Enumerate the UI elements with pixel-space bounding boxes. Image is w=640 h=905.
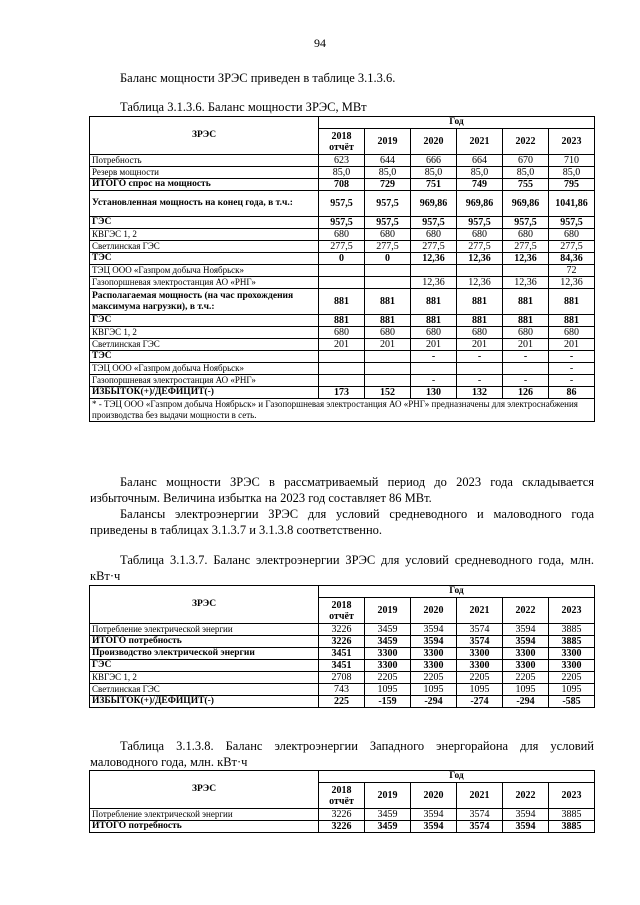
cell-value: 680 [319, 327, 365, 339]
group-header-year: Год [319, 771, 595, 783]
row-label: Производство электрической энергии [90, 648, 319, 660]
table3-caption: Таблица 3.1.3.8. Баланс электроэнергии Западного энергорайона для условий маловодного года, млн. кВт·ч [90, 739, 594, 769]
year-label: 2018 [331, 130, 352, 142]
year-header [411, 129, 457, 155]
cell-value: 969,86 [457, 191, 503, 217]
cell-value: 664 [457, 155, 503, 167]
table-row [90, 277, 595, 289]
year-label: 2020 [423, 790, 444, 801]
col-header-zres: ЗРЭС [90, 117, 319, 155]
year-label: 2022 [515, 605, 536, 616]
cell-value: 201 [319, 339, 365, 351]
year-header [365, 783, 411, 809]
cell-value: 2205 [411, 672, 457, 684]
page-number: 94 [314, 36, 326, 50]
cell-value: 84,36 [549, 253, 595, 265]
table-row [90, 167, 595, 179]
cell-value: - [549, 351, 595, 363]
cell-value [319, 265, 365, 277]
cell-value: -294 [411, 696, 457, 708]
cell-value: 3574 [457, 809, 503, 821]
table1-caption: Таблица 3.1.3.6. Баланс мощности ЗРЭС, МВт [120, 100, 367, 114]
year-label: 2023 [561, 605, 582, 616]
year-label: 2019 [377, 790, 398, 801]
cell-value: 3885 [549, 809, 595, 821]
cell-value: - [549, 363, 595, 375]
cell-value: 126 [503, 387, 549, 399]
cell-value: 12,36 [549, 277, 595, 289]
cell-value: 957,5 [319, 191, 365, 217]
cell-value: 152 [365, 387, 411, 399]
table-row [90, 179, 595, 191]
row-label: ТЭС [90, 351, 319, 363]
year-header [503, 598, 549, 624]
cell-value [319, 375, 365, 387]
table-row [90, 809, 595, 821]
year-label: 2022 [515, 136, 536, 147]
table-row [90, 660, 595, 672]
cell-value: 0 [319, 253, 365, 265]
row-label: Газопоршневая электростанция АО «РНГ» [90, 277, 319, 289]
cell-value: 680 [365, 327, 411, 339]
cell-value: 201 [457, 339, 503, 351]
cell-value: 3300 [411, 660, 457, 672]
cell-value [457, 363, 503, 375]
cell-value: 3594 [411, 636, 457, 648]
cell-value: -274 [457, 696, 503, 708]
year-label: 2020 [423, 136, 444, 147]
row-label: ИТОГО спрос на мощность [90, 179, 319, 191]
table-row [90, 265, 595, 277]
table-row [90, 229, 595, 241]
intro-text: Баланс мощности ЗРЭС приведен в таблице 3.1.3.6. [120, 71, 396, 85]
row-label: ТЭС [90, 253, 319, 265]
year-label: 2023 [561, 790, 582, 801]
cell-value: 3885 [549, 821, 595, 833]
cell-value: 795 [549, 179, 595, 191]
cell-value: 881 [457, 315, 503, 327]
cell-value: 644 [365, 155, 411, 167]
cell-value: 201 [503, 339, 549, 351]
paragraph-2: Балансы электроэнергии ЗРЭС для условий средневодного и маловодного года приведены в таблицах 3.1.3.7 и 3.1.3.8 соответственно. [90, 507, 594, 537]
cell-value: 12,36 [411, 253, 457, 265]
table-3-1-3-8 [89, 770, 595, 833]
year-header [503, 783, 549, 809]
year-header [411, 598, 457, 624]
cell-value: 85,0 [503, 167, 549, 179]
year-label: 2018 [331, 599, 352, 611]
cell-value: 670 [503, 155, 549, 167]
cell-value: 12,36 [411, 277, 457, 289]
cell-value: 173 [319, 387, 365, 399]
cell-value: 3594 [411, 821, 457, 833]
cell-value: 881 [365, 289, 411, 315]
cell-value: 710 [549, 155, 595, 167]
cell-value: 3300 [365, 660, 411, 672]
cell-value: 1095 [365, 684, 411, 696]
year-label: 2019 [377, 605, 398, 616]
table-row [90, 217, 595, 229]
table-row [90, 375, 595, 387]
cell-value: 3451 [319, 648, 365, 660]
cell-value: 3300 [457, 660, 503, 672]
cell-value: 3594 [503, 821, 549, 833]
cell-value: 86 [549, 387, 595, 399]
cell-value: 2708 [319, 672, 365, 684]
row-label: Светлинская ГЭС [90, 684, 319, 696]
row-label: ТЭЦ ООО «Газпром добыча Ноябрьск» [90, 265, 319, 277]
cell-value: 277,5 [457, 241, 503, 253]
year-label: 2021 [469, 605, 490, 616]
year-sublabel: отчёт [329, 795, 354, 807]
cell-value: 957,5 [319, 217, 365, 229]
cell-value: 749 [457, 179, 503, 191]
cell-value: 881 [319, 315, 365, 327]
cell-value: 680 [319, 229, 365, 241]
cell-value: 12,36 [503, 253, 549, 265]
cell-value: 957,5 [365, 191, 411, 217]
year-label: 2022 [515, 790, 536, 801]
cell-value: 708 [319, 179, 365, 191]
cell-value [365, 277, 411, 289]
year-header [365, 598, 411, 624]
cell-value [411, 363, 457, 375]
cell-value: 277,5 [319, 241, 365, 253]
cell-value: 225 [319, 696, 365, 708]
table-row [90, 636, 595, 648]
table-row [90, 696, 595, 708]
group-header-year: Год [319, 117, 595, 129]
cell-value: 201 [411, 339, 457, 351]
col-header-zres: ЗРЭС [90, 771, 319, 809]
cell-value: 957,5 [549, 217, 595, 229]
table-row [90, 684, 595, 696]
cell-value: 881 [319, 289, 365, 315]
row-label: Потребление электрической энергии [90, 809, 319, 821]
year-header [549, 598, 595, 624]
cell-value [365, 265, 411, 277]
cell-value: 3574 [457, 624, 503, 636]
cell-value: 680 [549, 229, 595, 241]
cell-value [319, 363, 365, 375]
cell-value: 1041,86 [549, 191, 595, 217]
cell-value: 957,5 [365, 217, 411, 229]
table-row [90, 351, 595, 363]
cell-value: 666 [411, 155, 457, 167]
table-row [90, 155, 595, 167]
cell-value: 3451 [319, 660, 365, 672]
year-label: 2021 [469, 136, 490, 147]
cell-value: - [503, 375, 549, 387]
cell-value: 201 [549, 339, 595, 351]
cell-value: 277,5 [503, 241, 549, 253]
year-header [503, 129, 549, 155]
year-header [411, 783, 457, 809]
cell-value: 969,86 [411, 191, 457, 217]
cell-value: 277,5 [411, 241, 457, 253]
cell-value: 680 [503, 229, 549, 241]
cell-value: - [411, 351, 457, 363]
table-row [90, 191, 595, 217]
cell-value [365, 351, 411, 363]
cell-value: -585 [549, 696, 595, 708]
table-3-1-3-7 [89, 585, 595, 708]
cell-value: 2205 [365, 672, 411, 684]
year-header [319, 598, 365, 624]
year-header [549, 129, 595, 155]
cell-value [365, 375, 411, 387]
cell-value: 277,5 [365, 241, 411, 253]
year-label: 2018 [331, 784, 352, 796]
cell-value: 3459 [365, 809, 411, 821]
cell-value: - [411, 375, 457, 387]
cell-value: 3594 [411, 624, 457, 636]
cell-value: 3300 [549, 648, 595, 660]
cell-value: 680 [411, 327, 457, 339]
table-row [90, 672, 595, 684]
cell-value: 277,5 [549, 241, 595, 253]
group-header-year: Год [319, 586, 595, 598]
table-row [90, 648, 595, 660]
cell-value: 3574 [457, 636, 503, 648]
table-row [90, 289, 595, 315]
cell-value: 132 [457, 387, 503, 399]
cell-value: 881 [411, 315, 457, 327]
cell-value: 85,0 [319, 167, 365, 179]
table-row [90, 315, 595, 327]
row-label: Светлинская ГЭС [90, 241, 319, 253]
year-label: 2021 [469, 790, 490, 801]
cell-value: 12,36 [503, 277, 549, 289]
cell-value: 3226 [319, 624, 365, 636]
year-label: 2020 [423, 605, 444, 616]
cell-value: 72 [549, 265, 595, 277]
cell-value: 881 [503, 315, 549, 327]
cell-value [319, 277, 365, 289]
year-header [457, 129, 503, 155]
cell-value: 0 [365, 253, 411, 265]
year-header [319, 129, 365, 155]
cell-value: -294 [503, 696, 549, 708]
table2-caption: Таблица 3.1.3.7. Баланс электроэнергии ЗРЭС для условий средневодного года, млн. кВт·ч [90, 553, 594, 583]
cell-value [365, 363, 411, 375]
row-label: Потребность [90, 155, 319, 167]
row-label: ГЭС [90, 315, 319, 327]
cell-value: 85,0 [549, 167, 595, 179]
cell-value: 743 [319, 684, 365, 696]
cell-value: 755 [503, 179, 549, 191]
row-label: ИЗБЫТОК(+)/ДЕФИЦИТ(-) [90, 696, 319, 708]
cell-value: 2205 [503, 672, 549, 684]
row-label: КВГЭС 1, 2 [90, 229, 319, 241]
year-header [319, 783, 365, 809]
year-header [365, 129, 411, 155]
cell-value: 3226 [319, 636, 365, 648]
cell-value: 680 [457, 229, 503, 241]
year-header [457, 783, 503, 809]
table-row [90, 821, 595, 833]
cell-value: 3459 [365, 624, 411, 636]
row-label: ГЭС [90, 660, 319, 672]
row-label: Резерв мощности [90, 167, 319, 179]
table-note-row [90, 399, 595, 422]
row-label: Газопоршневая электростанция АО «РНГ» [90, 375, 319, 387]
table-3-1-3-6 [89, 116, 595, 422]
cell-value: 3574 [457, 821, 503, 833]
cell-value: 1095 [457, 684, 503, 696]
cell-value: 881 [457, 289, 503, 315]
cell-value: 3459 [365, 821, 411, 833]
year-sublabel: отчёт [329, 141, 354, 153]
cell-value: 3459 [365, 636, 411, 648]
row-label: Установленная мощность на конец года, в т.ч.: [90, 191, 319, 217]
cell-value [319, 351, 365, 363]
cell-value: 680 [457, 327, 503, 339]
cell-value: 881 [365, 315, 411, 327]
table-row [90, 339, 595, 351]
cell-value: -159 [365, 696, 411, 708]
cell-value: 680 [503, 327, 549, 339]
cell-value: 957,5 [411, 217, 457, 229]
cell-value: 3300 [411, 648, 457, 660]
table-row [90, 327, 595, 339]
cell-value: 3226 [319, 809, 365, 821]
row-label: ИЗБЫТОК(+)/ДЕФИЦИТ(-) [90, 387, 319, 399]
table-row [90, 387, 595, 399]
row-label: Располагаемая мощность (на час прохождения максимума нагрузки), в т.ч.: [90, 289, 319, 315]
col-header-zres: ЗРЭС [90, 586, 319, 624]
table-row [90, 624, 595, 636]
cell-value: 3594 [411, 809, 457, 821]
cell-value: 3300 [457, 648, 503, 660]
row-label: Потребление электрической энергии [90, 624, 319, 636]
table-row [90, 363, 595, 375]
cell-value: 12,36 [457, 277, 503, 289]
cell-value: 881 [549, 315, 595, 327]
row-label: ИТОГО потребность [90, 821, 319, 833]
cell-value: 751 [411, 179, 457, 191]
row-label: КВГЭС 1, 2 [90, 672, 319, 684]
cell-value: 3226 [319, 821, 365, 833]
cell-value: 2205 [457, 672, 503, 684]
cell-value: 85,0 [365, 167, 411, 179]
cell-value: - [549, 375, 595, 387]
cell-value: 3594 [503, 809, 549, 821]
cell-value: 85,0 [457, 167, 503, 179]
cell-value: 680 [365, 229, 411, 241]
row-label: ГЭС [90, 217, 319, 229]
table-row [90, 241, 595, 253]
cell-value: - [457, 375, 503, 387]
year-sublabel: отчёт [329, 610, 354, 622]
cell-value: 729 [365, 179, 411, 191]
cell-value: 680 [411, 229, 457, 241]
cell-value: 1095 [411, 684, 457, 696]
cell-value: 2205 [549, 672, 595, 684]
cell-value: 3885 [549, 636, 595, 648]
cell-value: 130 [411, 387, 457, 399]
cell-value: 3300 [365, 648, 411, 660]
table-row [90, 253, 595, 265]
row-label: ИТОГО потребность [90, 636, 319, 648]
year-header [549, 783, 595, 809]
cell-value: 881 [503, 289, 549, 315]
cell-value: 3300 [503, 660, 549, 672]
cell-value: 3300 [503, 648, 549, 660]
cell-value: 881 [411, 289, 457, 315]
cell-value: 881 [549, 289, 595, 315]
cell-value: 623 [319, 155, 365, 167]
cell-value: 1095 [503, 684, 549, 696]
cell-value: 3885 [549, 624, 595, 636]
cell-value [457, 265, 503, 277]
cell-value [503, 363, 549, 375]
cell-value: 1095 [549, 684, 595, 696]
cell-value: 957,5 [503, 217, 549, 229]
cell-value: 3300 [549, 660, 595, 672]
year-label: 2019 [377, 136, 398, 147]
row-label: КВГЭС 1, 2 [90, 327, 319, 339]
cell-value: 969,86 [503, 191, 549, 217]
cell-value: 3594 [503, 624, 549, 636]
cell-value: 957,5 [457, 217, 503, 229]
row-label: ТЭЦ ООО «Газпром добыча Ноябрьск» [90, 363, 319, 375]
cell-value [503, 265, 549, 277]
cell-value [411, 265, 457, 277]
cell-value: - [457, 351, 503, 363]
cell-value: 85,0 [411, 167, 457, 179]
cell-value: 680 [549, 327, 595, 339]
paragraph-1: Баланс мощности ЗРЭС в рассматриваемый период до 2023 года складывается избыточным. Величина избытка на 2023 год составляет 86 МВт. [90, 475, 594, 505]
row-label: Светлинская ГЭС [90, 339, 319, 351]
table-note: * - ТЭЦ ООО «Газпром добыча Ноябрьск» и Газопоршневая электростанция АО «РНГ» предназначены для электроснабжения производства без выдачи мощности в сеть. [90, 399, 595, 422]
cell-value: 3594 [503, 636, 549, 648]
cell-value: 201 [365, 339, 411, 351]
cell-value: 12,36 [457, 253, 503, 265]
year-label: 2023 [561, 136, 582, 147]
year-header [457, 598, 503, 624]
cell-value: - [503, 351, 549, 363]
